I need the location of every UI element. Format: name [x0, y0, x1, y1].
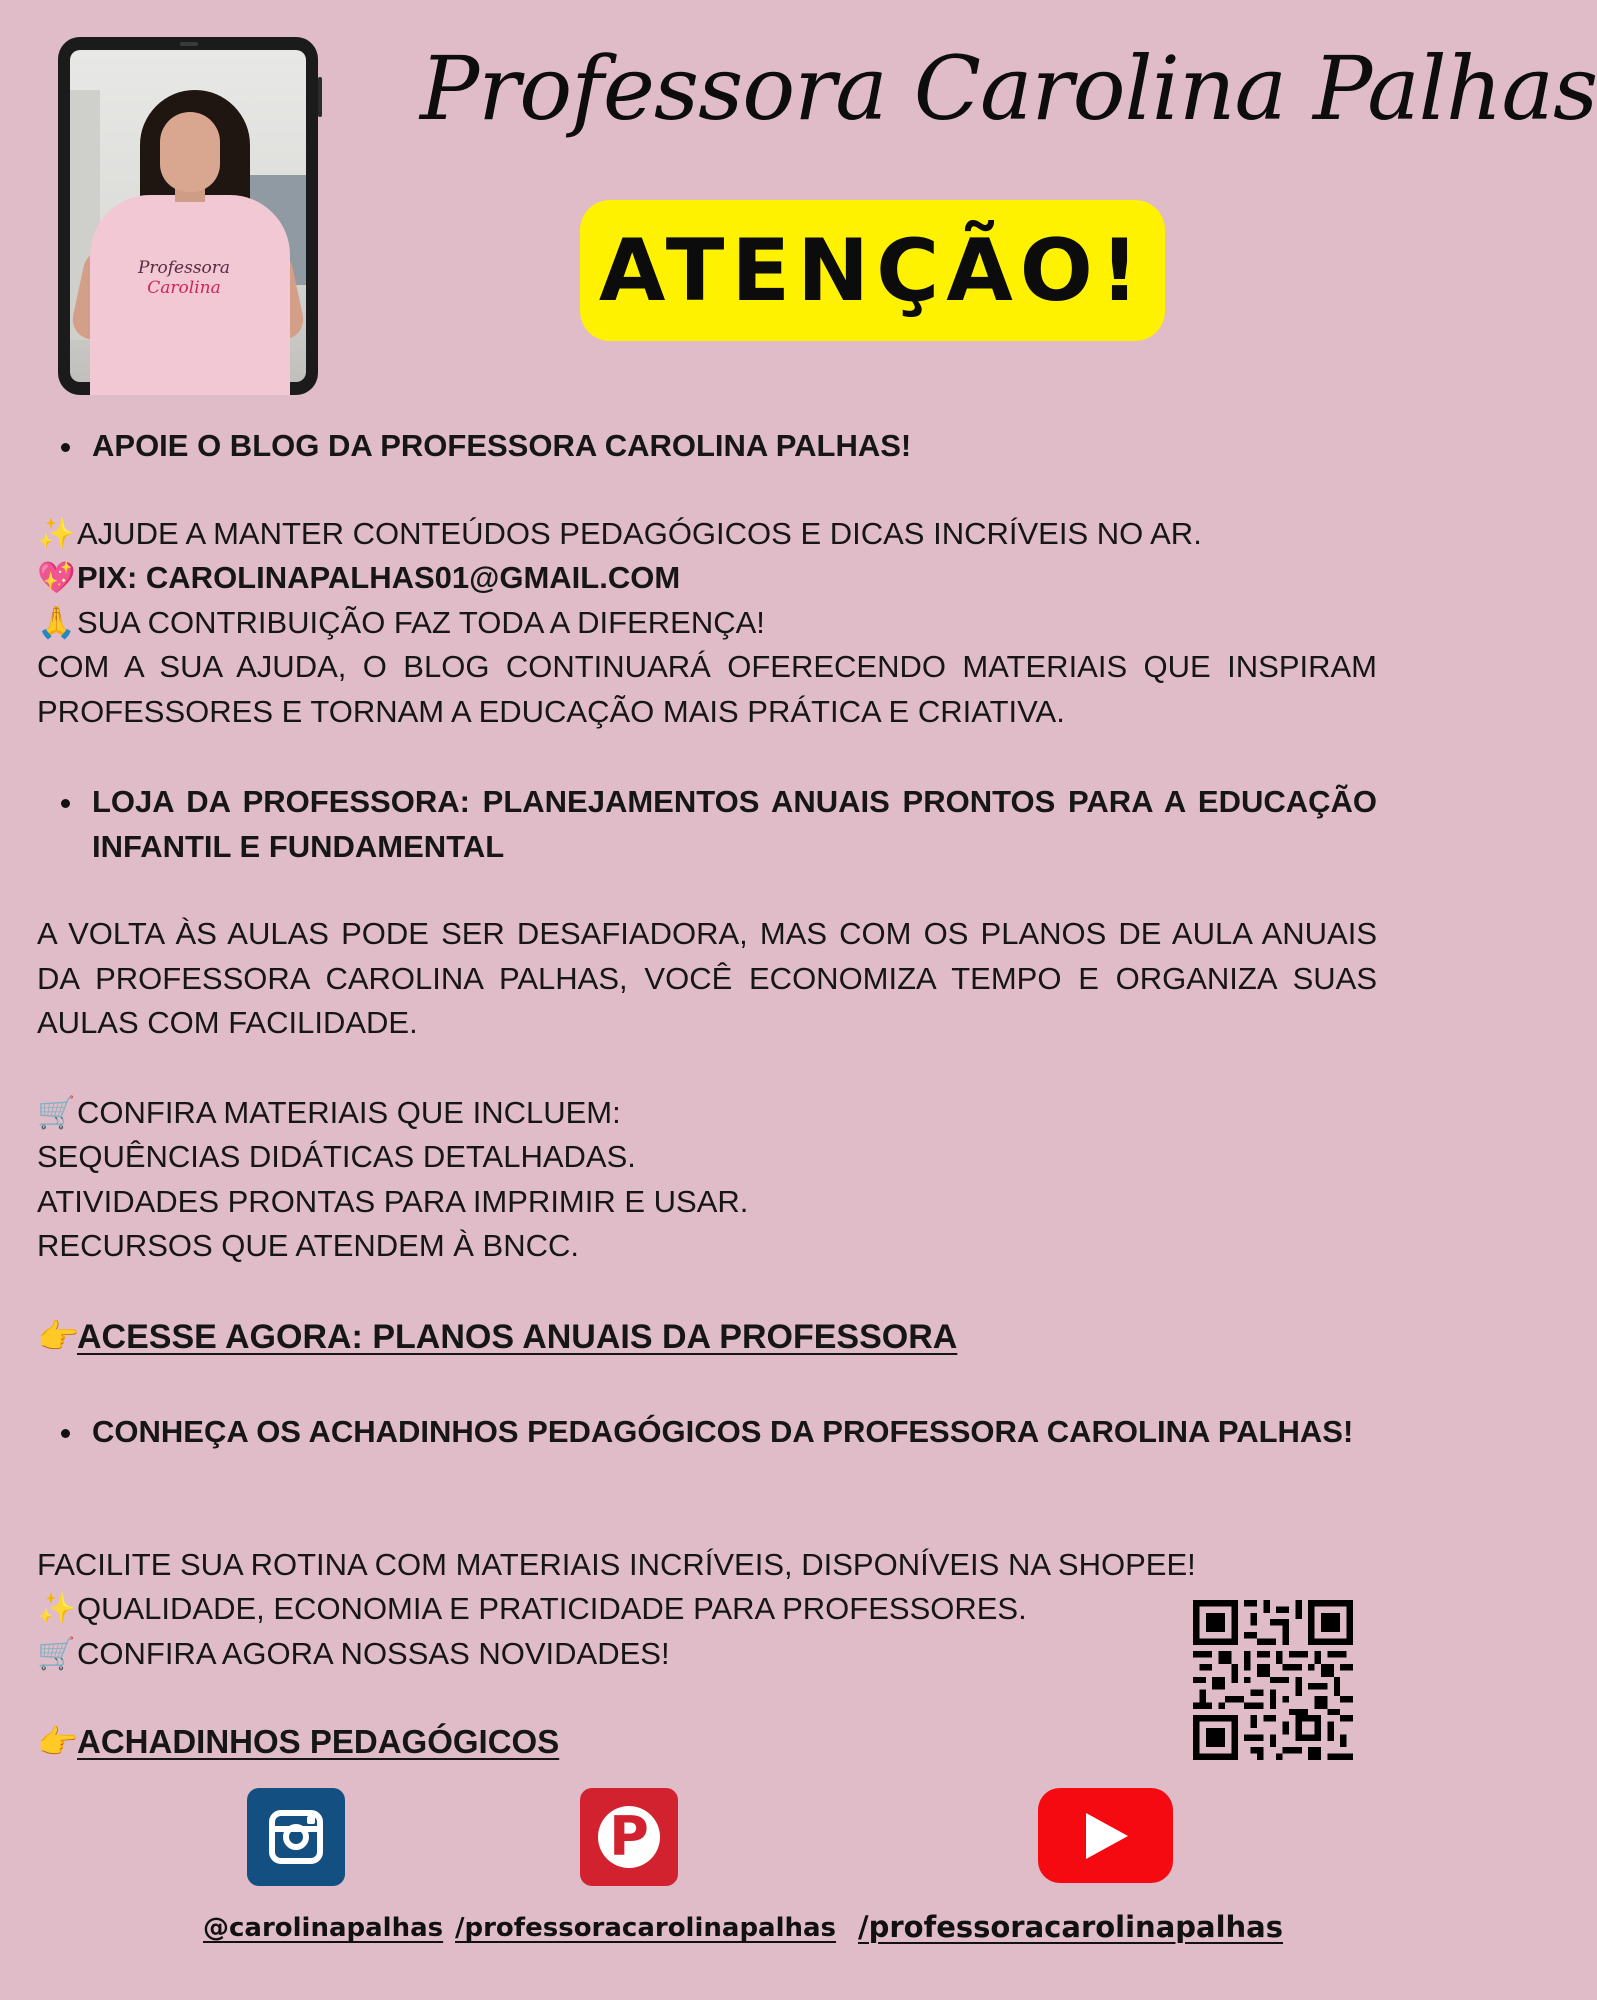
support-line-1: ✨AJUDE A MANTER CONTEÚDOS PEDAGÓGICOS E DICAS INCRÍVEIS NO AR.	[37, 512, 1377, 557]
youtube-icon[interactable]	[1038, 1788, 1173, 1883]
youtube-handle[interactable]: /professoracarolinapalhas	[858, 1910, 1284, 1944]
sparkle-icon: ✨	[37, 516, 76, 552]
tablet-side-button	[318, 77, 322, 117]
support-line-3: 🙏SUA CONTRIBUIÇÃO FAZ TODA A DIFERENÇA!	[37, 601, 1377, 646]
finds-heading: CONHEÇA OS ACHADINHOS PEDAGÓGICOS DA PROFESSORA CAROLINA PALHAS!	[92, 1410, 1377, 1455]
qr-code[interactable]	[1193, 1600, 1353, 1760]
shirt-print: Professora Carolina	[137, 258, 231, 298]
support-pix[interactable]: 💖PIX: CAROLINAPALHAS01@GMAIL.COM	[37, 556, 1377, 601]
instagram-handle[interactable]: @carolinapalhas	[203, 1913, 444, 1943]
instagram-icon[interactable]	[247, 1788, 345, 1886]
finds-line-1: FACILITE SUA ROTINA COM MATERIAIS INCRÍVEIS, DISPONÍVEIS NA SHOPEE!	[37, 1547, 1196, 1582]
store-list-intro: 🛒CONFIRA MATERIAIS QUE INCLUEM:	[37, 1091, 1377, 1136]
attention-banner	[580, 200, 1165, 341]
pointing-hand-icon: 👉	[37, 1317, 80, 1357]
store-link[interactable]: 👉ACESSE AGORA: PLANOS ANUAIS DA PROFESSORA	[37, 1315, 1377, 1360]
finds-link[interactable]: 👉ACHADINHOS PEDAGÓGICOS	[37, 1720, 1377, 1765]
sparkle-icon: ✨	[37, 1591, 76, 1627]
store-list-item: RECURSOS QUE ATENDEM À BNCC.	[37, 1228, 580, 1263]
profile-photo	[70, 50, 306, 382]
profile-photo-tablet	[58, 37, 318, 395]
store-heading: LOJA DA PROFESSORA: PLANEJAMENTOS ANUAIS PRONTOS PARA A EDUCAÇÃO INFANTIL E FUNDAMENTAL	[92, 780, 1377, 869]
store-list-item: SEQUÊNCIAS DIDÁTICAS DETALHADAS.	[37, 1139, 636, 1174]
page-title: Professora Carolina Palhas	[420, 37, 1597, 140]
cart-icon: 🛒	[37, 1636, 76, 1672]
finds-line-2: ✨QUALIDADE, ECONOMIA E PRATICIDADE PARA PROFESSORES.	[37, 1587, 1377, 1632]
attention-banner-text: ATENÇÃO!	[598, 220, 1147, 321]
pinterest-handle[interactable]: /professoracarolinapalhas	[455, 1913, 837, 1943]
finds-line-3: 🛒CONFIRA AGORA NOSSAS NOVIDADES!	[37, 1632, 1377, 1677]
pointing-hand-icon: 👉	[37, 1722, 79, 1761]
cart-icon: 🛒	[37, 1095, 76, 1131]
tablet-camera	[180, 42, 198, 46]
store-paragraph: A VOLTA ÀS AULAS PODE SER DESAFIADORA, MAS COM OS PLANOS DE AULA ANUAIS DA PROFESSORA CAROLINA PALHAS, VOCÊ ECONOMIZA TEMPO E ORGANIZA SUAS AULAS COM FACILIDADE.	[37, 916, 1377, 1040]
pray-icon: 🙏	[37, 605, 76, 641]
heart-icon: 💖	[37, 560, 76, 596]
store-list-item: ATIVIDADES PRONTAS PARA IMPRIMIR E USAR.	[37, 1184, 749, 1219]
support-heading: APOIE O BLOG DA PROFESSORA CAROLINA PALHAS!	[92, 424, 1377, 469]
pinterest-icon[interactable]: P	[580, 1788, 678, 1886]
support-paragraph: COM A SUA AJUDA, O BLOG CONTINUARÁ OFERECENDO MATERIAIS QUE INSPIRAM PROFESSORES E TORNAM A EDUCAÇÃO MAIS PRÁTICA E CRIATIVA.	[37, 649, 1377, 729]
